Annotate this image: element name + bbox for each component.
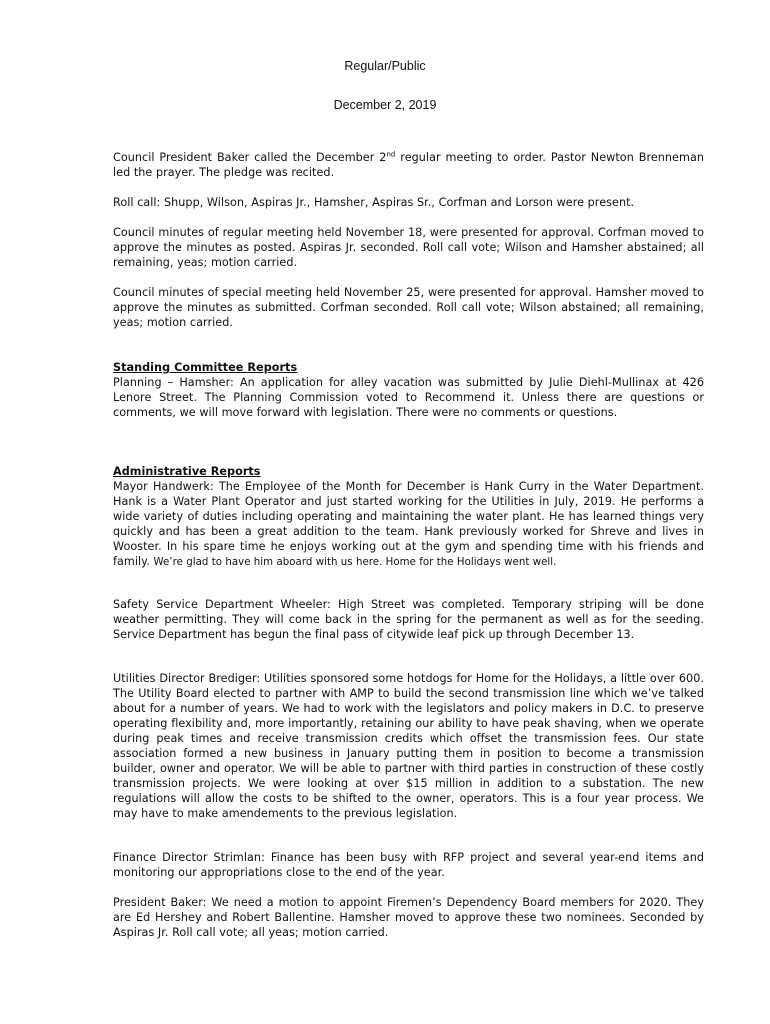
utilities-report: Utilities Director Brediger: Utilities sponsored some hotdogs for Home for the Holidays, a little over 600. The Utility Board elected to partner with AMP to build the second transmission line which we’ve talked about for a number of years. We had to work with the legislators and policy makers in D.C. to preserve operating flexibility and, more importantly, retaining our ability to have peak shaving, when we operate during peak times and receive transmission credits which offset the transmission fees. Our state association formed a new business in January putting them in position to become a transmission builder, owner and operator. We will be able to partner with third parties in construction of these costly transmission projects. We were looking at over $15 million in addition to a substation. The new regulations will allow the costs to be shifted to the owner, operators. This is a four year process. We may have to make amendements to the previous legislation. [113, 672, 704, 820]
administrative-reports-section [113, 464, 704, 570]
finance-paragraph [113, 850, 704, 880]
opening-paragraph [113, 150, 704, 180]
meeting-date: December 2, 2019 [333, 98, 437, 112]
administrative-reports-heading: Administrative Reports [113, 465, 261, 478]
roll-call-paragraph [113, 195, 704, 210]
utilities-paragraph [113, 671, 704, 821]
special-minutes-paragraph [113, 285, 704, 330]
finance-report: Finance Director Strimlan: Finance has been busy with RFP project and several year-end items and monitoring our appropriations close to the end of the year. [113, 851, 704, 879]
roll-call-text: Roll call: Shupp, Wilson, Aspiras Jr., Hamsher, Aspiras Sr., Corfman and Lorson were present. [113, 196, 635, 209]
ordinal-suffix: nd [386, 150, 396, 159]
regular-minutes-paragraph [113, 225, 704, 270]
regular-minutes-text: Council minutes of regular meeting held November 18, were presented for approval. Corfman moved to approve the minutes as posted. Aspiras Jr. seconded. Roll call vote; Wilson and Hamsher abstained; all remaining, yeas; motion carried. [113, 226, 704, 269]
opening-text-end: regular meeting to order. Pastor Newton Brenneman led the prayer. The pledge was recited. [113, 151, 704, 179]
planning-report: Planning – Hamsher: An application for alley vacation was submitted by Julie Diehl-Mullinax at 426 Lenore Street. The Planning Commission voted to Recommend it. Unless there are questions or comments, we will move forward with legislation. There were no comments or questions. [113, 376, 704, 419]
mayor-report-closing: We’re glad to have him aboard with us here. Home for the Holidays went well. [153, 557, 557, 568]
session-title: Regular/Public [344, 59, 426, 73]
special-minutes-text: Council minutes of special meeting held November 25, were presented for approval. Hamsher moved to approve the minutes as submitted. Corfman seconded. Roll call vote; Wilson abstained; all remaining, yeas; motion carried. [113, 286, 704, 329]
president-paragraph [113, 895, 704, 940]
opening-text-start: Council President Baker called the December 2 [113, 151, 387, 164]
mayor-report-text: Mayor Handwerk: The Employee of the Month for December is Hank Curry in the Water Department. Hank is a Water Plant Operator and just started working for the Utilities in July, 2019. He performs a wide variety of duties including operating and maintaining the water plant. He has learned things very quickly and has been a great addition to the team. Hank previously worked for Shreve and lives in Wooster. In his spare time he enjoys working out at the gym and spending time with his friends and family. [113, 480, 704, 568]
mayor-report [113, 479, 704, 570]
safety-service-paragraph [113, 597, 704, 642]
president-report: President Baker: We need a motion to appoint Firemen’s Dependency Board members for 2020. They are Ed Hershey and Robert Ballentine. Hamsher moved to approve these two nominees. Seconded by Aspiras Jr. Roll call vote; all yeas; motion carried. [113, 896, 704, 939]
standing-committee-section [113, 360, 704, 420]
safety-service-report: Safety Service Department Wheeler: High Street was completed. Temporary striping will be done weather permitting. They will come back in the spring for the permanent as well as for the seeding. Service Department has begun the final pass of citywide leaf pick up through December 13. [113, 598, 704, 641]
standing-committee-heading: Standing Committee Reports [113, 361, 298, 374]
